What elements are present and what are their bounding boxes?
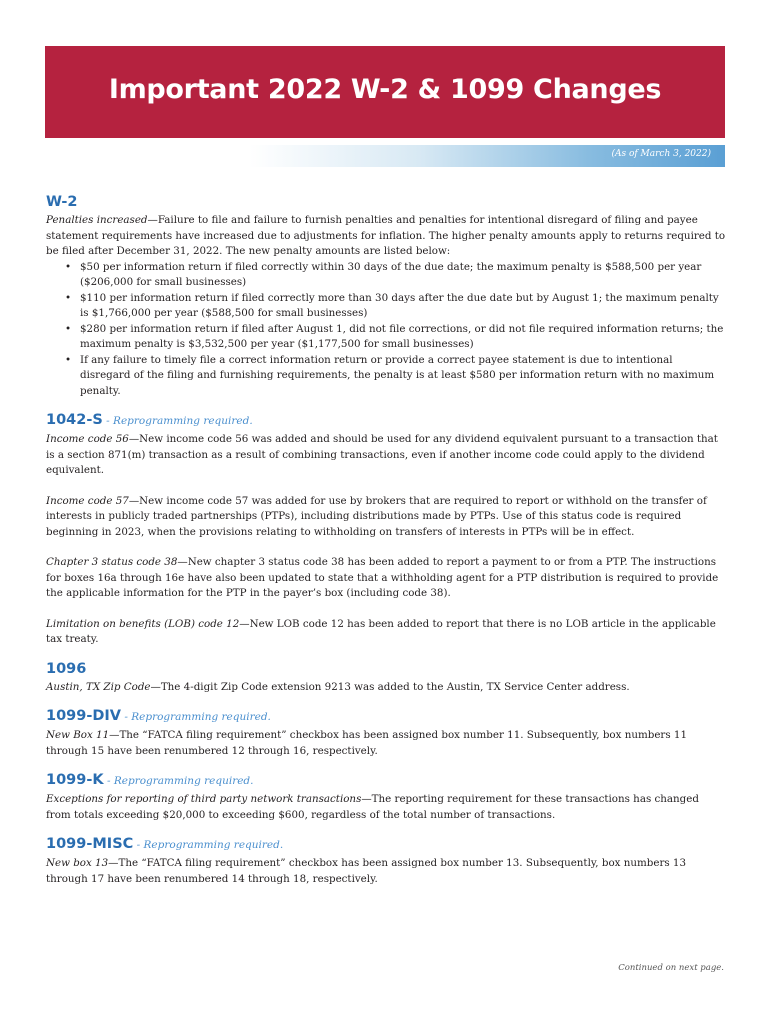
list-item: • If any failure to timely file a correct information return or provide a correct payee statement is due to intentional disregard of the filing and furnishing requirements, the penalty is at least $580 per information return with no maximum penalty. — [80, 353, 726, 400]
section-1099-div — [46, 707, 726, 759]
lob-code-12-paragraph: Limitation on benefits (LOB) code 12—New LOB code 12 has been added to report that there is no LOB article in the applicable tax treaty. — [46, 617, 716, 645]
section-heading-1099-div: 1099-DIV - Reprogramming required. — [46, 708, 271, 724]
section-w2 — [46, 193, 726, 399]
document-body — [46, 193, 726, 887]
section-heading-w2: W-2 — [46, 194, 78, 210]
section-1099-k — [46, 771, 726, 823]
penalty-list — [46, 260, 726, 400]
section-heading-1099-misc: 1099-MISC - Reprogramming required. — [46, 836, 284, 852]
reprogramming-tag: - Reprogramming required. — [102, 415, 253, 427]
list-item: • $50 per information return if filed correctly within 30 days of the due date; the maximum penalty is $588,500 per year ($206,000 for small businesses) — [80, 260, 726, 291]
w2-penalties-paragraph — [46, 213, 726, 260]
reprogramming-tag: - Reprogramming required. — [103, 775, 254, 787]
list-item: • $110 per information return if filed correctly more than 30 days after the due date but by August 1; the maximum penalty is $1,766,000 per year ($588,500 for small businesses) — [80, 291, 726, 322]
section-1096 — [46, 660, 726, 696]
as-of-date: (As of March 3, 2022) — [611, 149, 711, 159]
misc-box13-paragraph: New box 13—The “FATCA filing requirement” checkbox has been assigned box number 13. Subsequently, box numbers 13 through 17 have been renumbered 14 through 18, respectively. — [46, 857, 687, 885]
section-heading-1042s: 1042-S - Reprogramming required. — [46, 412, 253, 428]
w2-penalties-text: —Failure to file and failure to furnish penalties and penalties for intentional disregard of filing and payee statement requirements have increased due to adjustments for inflation. The higher penalty amounts apply to returns required to be filed after December 31, 2022. The new penalty amounts are listed below: — [46, 214, 726, 257]
reprogramming-tag: - Reprogramming required. — [121, 711, 271, 723]
income-code-57-paragraph: Income code 57—New income code 57 was added for use by brokers that are required to report or withhold on the transfer of interests in publicly traded partnerships (PTPs), including distributions made by PTPs. Use of this status code is required beginning in 2023, when the provisions relating to withholding on transfers of interests in PTPs will be in effect. — [46, 494, 707, 538]
section-1099-misc — [46, 835, 726, 887]
section-1042s — [46, 411, 726, 648]
k-exceptions-paragraph: Exceptions for reporting of third party network transactions—The reporting requirement for these transactions has changed from totals exceeding $20,000 to exceeding $600, regardless of the total number of transactions. — [46, 793, 699, 821]
austin-zip-paragraph: Austin, TX Zip Code—The 4-digit Zip Code extension 9213 was added to the Austin, TX Service Center address. — [46, 680, 630, 693]
income-code-56-paragraph: Income code 56—New income code 56 was added and should be used for any dividend equivalent pursuant to a transaction that is a section 871(m) transaction as a result of combining transactions, even if another income code could apply to the dividend equivalent. — [46, 433, 718, 476]
reprogramming-tag: - Reprogramming required. — [133, 839, 284, 851]
continued-note: Continued on next page. — [618, 963, 724, 973]
chapter3-code-38-paragraph: Chapter 3 status code 38—New chapter 3 status code 38 has been added to report a payment to or from a PTP. The instructions for boxes 16a through 16e have also been updated to state that a withholding agent for a PTP distribution is required to provide the applicable information for the PTP in the payer’s box (including code 38). — [46, 556, 719, 599]
date-band — [45, 145, 725, 167]
title-banner — [45, 46, 725, 138]
section-heading-1099-k: 1099-K - Reprogramming required. — [46, 772, 254, 788]
div-box11-paragraph: New Box 11—The “FATCA filing requirement” checkbox has been assigned box number 11. Subsequently, box numbers 11 through 15 have been renumbered 12 through 16, respectively. — [46, 729, 687, 757]
w2-penalties-label: Penalties increased — [46, 214, 148, 226]
page-title: Important 2022 W-2 & 1099 Changes — [108, 74, 662, 105]
section-heading-1096: 1096 — [46, 660, 87, 677]
list-item: • $280 per information return if filed after August 1, did not file corrections, or did not file required information returns; the maximum penalty is $3,532,500 per year ($1,177,500 for small businesses) — [80, 322, 726, 353]
